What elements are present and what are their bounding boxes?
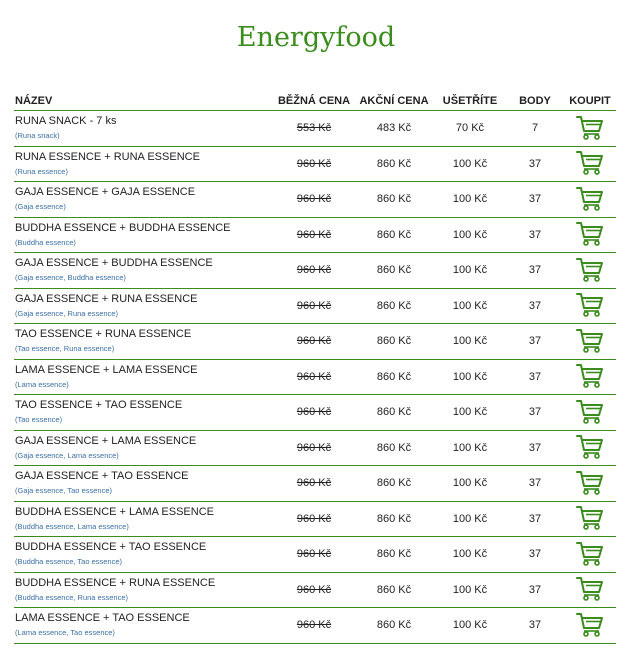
- table-row: [14, 537, 616, 573]
- product-cell: [14, 217, 274, 253]
- product-name[interactable]: BUDDHA ESSENCE + TAO ESSENCE: [15, 541, 207, 554]
- savings: 100 Kč: [434, 288, 506, 324]
- points: 37: [506, 182, 564, 218]
- header-action-price: AKČNÍ CENA: [354, 91, 434, 111]
- points: 37: [506, 217, 564, 253]
- buy-cell: [564, 146, 616, 182]
- regular-price-value: 960 Kč: [296, 406, 332, 419]
- product-cell: [14, 288, 274, 324]
- savings: 100 Kč: [434, 430, 506, 466]
- action-price: 860 Kč: [354, 537, 434, 573]
- cart-icon[interactable]: [576, 149, 604, 175]
- savings: 100 Kč: [434, 359, 506, 395]
- action-price: 860 Kč: [354, 430, 434, 466]
- action-price: 860 Kč: [354, 501, 434, 537]
- product-variants: (Lama essence, Tao essence): [15, 628, 115, 638]
- points: 37: [506, 501, 564, 537]
- table-header-row: [14, 91, 616, 111]
- buy-cell: [564, 466, 616, 502]
- product-name[interactable]: GAJA ESSENCE + GAJA ESSENCE: [15, 186, 196, 199]
- cart-icon[interactable]: [576, 398, 604, 424]
- buy-cell: [564, 537, 616, 573]
- cart-icon[interactable]: [576, 575, 604, 601]
- buy-cell: [564, 430, 616, 466]
- cart-icon[interactable]: [576, 220, 604, 246]
- header-savings: UŠETŘÍTE: [434, 91, 506, 111]
- table-row: [14, 466, 616, 502]
- regular-price-value: 960 Kč: [296, 370, 332, 383]
- points: 37: [506, 430, 564, 466]
- buy-cell: [564, 395, 616, 431]
- table-row: [14, 217, 616, 253]
- action-price: 860 Kč: [354, 466, 434, 502]
- buy-cell: [564, 111, 616, 147]
- product-name[interactable]: BUDDHA ESSENCE + LAMA ESSENCE: [15, 505, 214, 518]
- product-cell: [14, 572, 274, 608]
- table-row: [14, 146, 616, 182]
- product-cell: [14, 253, 274, 289]
- savings: 100 Kč: [434, 146, 506, 182]
- product-name[interactable]: LAMA ESSENCE + LAMA ESSENCE: [15, 363, 198, 376]
- buy-cell: [564, 501, 616, 537]
- regular-price-value: 960 Kč: [296, 157, 332, 170]
- action-price: 483 Kč: [354, 111, 434, 147]
- points: 37: [506, 395, 564, 431]
- product-name[interactable]: LAMA ESSENCE + TAO ESSENCE: [15, 612, 190, 625]
- regular-price: [274, 111, 354, 147]
- buy-cell: [564, 217, 616, 253]
- regular-price: [274, 501, 354, 537]
- regular-price: [274, 537, 354, 573]
- savings: 100 Kč: [434, 501, 506, 537]
- buy-cell: [564, 288, 616, 324]
- product-name[interactable]: GAJA ESSENCE + RUNA ESSENCE: [15, 292, 198, 305]
- product-cell: [14, 501, 274, 537]
- table-row: [14, 182, 616, 218]
- points: 37: [506, 288, 564, 324]
- action-price: 860 Kč: [354, 359, 434, 395]
- product-cell: [14, 324, 274, 360]
- cart-icon[interactable]: [576, 291, 604, 317]
- cart-icon[interactable]: [576, 362, 604, 388]
- regular-price: [274, 572, 354, 608]
- savings: 100 Kč: [434, 324, 506, 360]
- product-variants: (Lama essence): [15, 379, 69, 389]
- points: 37: [506, 253, 564, 289]
- product-variants: (Tao essence, Runa essence): [15, 344, 115, 354]
- savings: 100 Kč: [434, 572, 506, 608]
- cart-icon[interactable]: [576, 433, 604, 459]
- table-row: [14, 324, 616, 360]
- regular-price: [274, 359, 354, 395]
- product-name[interactable]: RUNA SNACK - 7 ks: [15, 115, 117, 128]
- product-name[interactable]: BUDDHA ESSENCE + RUNA ESSENCE: [15, 576, 216, 589]
- product-cell: [14, 608, 274, 644]
- cart-icon[interactable]: [576, 504, 604, 530]
- action-price: 860 Kč: [354, 253, 434, 289]
- savings: 100 Kč: [434, 253, 506, 289]
- regular-price: [274, 430, 354, 466]
- regular-price-value: 960 Kč: [296, 441, 332, 454]
- cart-icon[interactable]: [576, 185, 604, 211]
- product-variants: (Buddha essence, Lama essence): [15, 521, 129, 531]
- header-name: NÁZEV: [14, 91, 274, 111]
- regular-price: [274, 324, 354, 360]
- table-row: [14, 501, 616, 537]
- product-name[interactable]: GAJA ESSENCE + BUDDHA ESSENCE: [15, 257, 213, 270]
- page-title: Energyfood: [236, 22, 396, 53]
- action-price: 860 Kč: [354, 182, 434, 218]
- buy-cell: [564, 572, 616, 608]
- regular-price: [274, 217, 354, 253]
- product-table: [14, 91, 616, 644]
- product-name[interactable]: BUDDHA ESSENCE + BUDDHA ESSENCE: [15, 221, 231, 234]
- buy-cell: [564, 324, 616, 360]
- regular-price-value: 960 Kč: [296, 264, 332, 277]
- regular-price: [274, 288, 354, 324]
- product-name[interactable]: TAO ESSENCE + RUNA ESSENCE: [15, 328, 192, 341]
- product-variants: (Gaja essence, Buddha essence): [15, 273, 126, 283]
- regular-price-value: 960 Kč: [296, 619, 332, 632]
- action-price: 860 Kč: [354, 608, 434, 644]
- header-points: BODY: [506, 91, 564, 111]
- cart-icon[interactable]: [576, 469, 604, 495]
- buy-cell: [564, 253, 616, 289]
- regular-price-value: 960 Kč: [296, 583, 332, 596]
- cart-icon[interactable]: [576, 256, 604, 282]
- points: 37: [506, 608, 564, 644]
- header-buy: KOUPIT: [564, 91, 616, 111]
- action-price: 860 Kč: [354, 146, 434, 182]
- regular-price-value: 960 Kč: [296, 477, 332, 490]
- product-cell: [14, 395, 274, 431]
- product-cell: [14, 111, 274, 147]
- regular-price-value: 960 Kč: [296, 228, 332, 241]
- regular-price: [274, 146, 354, 182]
- points: 37: [506, 466, 564, 502]
- points: 7: [506, 111, 564, 147]
- product-variants: (Tao essence): [15, 415, 63, 425]
- product-variants: (Gaja essence, Runa essence): [15, 308, 118, 318]
- product-variants: (Buddha essence, Tao essence): [15, 557, 123, 567]
- table-row: [14, 359, 616, 395]
- regular-price-value: 960 Kč: [296, 512, 332, 525]
- regular-price-value: 553 Kč: [296, 122, 332, 135]
- header-regular-price: BĚŽNÁ CENA: [274, 91, 354, 111]
- action-price: 860 Kč: [354, 395, 434, 431]
- product-variants: (Buddha essence): [15, 237, 76, 247]
- action-price: 860 Kč: [354, 324, 434, 360]
- regular-price: [274, 182, 354, 218]
- points: 37: [506, 537, 564, 573]
- points: 37: [506, 359, 564, 395]
- product-cell: [14, 430, 274, 466]
- savings: 100 Kč: [434, 182, 506, 218]
- product-variants: (Runa snack): [15, 131, 60, 141]
- action-price: 860 Kč: [354, 288, 434, 324]
- regular-price-value: 960 Kč: [296, 193, 332, 206]
- savings: 100 Kč: [434, 217, 506, 253]
- table-row: [14, 608, 616, 644]
- product-variants: (Runa essence): [15, 166, 68, 176]
- savings: 100 Kč: [434, 466, 506, 502]
- product-variants: (Buddha essence, Runa essence): [15, 592, 128, 602]
- product-cell: [14, 466, 274, 502]
- table-row: [14, 430, 616, 466]
- product-name[interactable]: GAJA ESSENCE + LAMA ESSENCE: [15, 434, 197, 447]
- regular-price: [274, 395, 354, 431]
- product-variants: (Gaja essence, Tao essence): [15, 486, 112, 496]
- buy-cell: [564, 359, 616, 395]
- regular-price: [274, 608, 354, 644]
- product-cell: [14, 359, 274, 395]
- cart-icon[interactable]: [576, 114, 604, 140]
- regular-price-value: 960 Kč: [296, 548, 332, 561]
- action-price: 860 Kč: [354, 217, 434, 253]
- regular-price: [274, 466, 354, 502]
- table-row: [14, 572, 616, 608]
- cart-icon[interactable]: [576, 611, 604, 637]
- action-price: 860 Kč: [354, 572, 434, 608]
- product-variants: (Gaja essence, Lama essence): [15, 450, 119, 460]
- buy-cell: [564, 608, 616, 644]
- points: 37: [506, 324, 564, 360]
- points: 37: [506, 572, 564, 608]
- points: 37: [506, 146, 564, 182]
- table-row: [14, 395, 616, 431]
- product-variants: (Gaja essence): [15, 202, 66, 212]
- savings: 100 Kč: [434, 608, 506, 644]
- cart-icon[interactable]: [576, 540, 604, 566]
- savings: 100 Kč: [434, 395, 506, 431]
- product-cell: [14, 146, 274, 182]
- regular-price: [274, 253, 354, 289]
- regular-price-value: 960 Kč: [296, 335, 332, 348]
- table-row: [14, 288, 616, 324]
- table-row: [14, 111, 616, 147]
- buy-cell: [564, 182, 616, 218]
- product-name[interactable]: GAJA ESSENCE + TAO ESSENCE: [15, 470, 189, 483]
- product-cell: [14, 182, 274, 218]
- product-cell: [14, 537, 274, 573]
- savings: 70 Kč: [434, 111, 506, 147]
- product-name[interactable]: RUNA ESSENCE + RUNA ESSENCE: [15, 150, 200, 163]
- table-row: [14, 253, 616, 289]
- regular-price-value: 960 Kč: [296, 299, 332, 312]
- savings: 100 Kč: [434, 537, 506, 573]
- product-name[interactable]: TAO ESSENCE + TAO ESSENCE: [15, 399, 183, 412]
- cart-icon[interactable]: [576, 327, 604, 353]
